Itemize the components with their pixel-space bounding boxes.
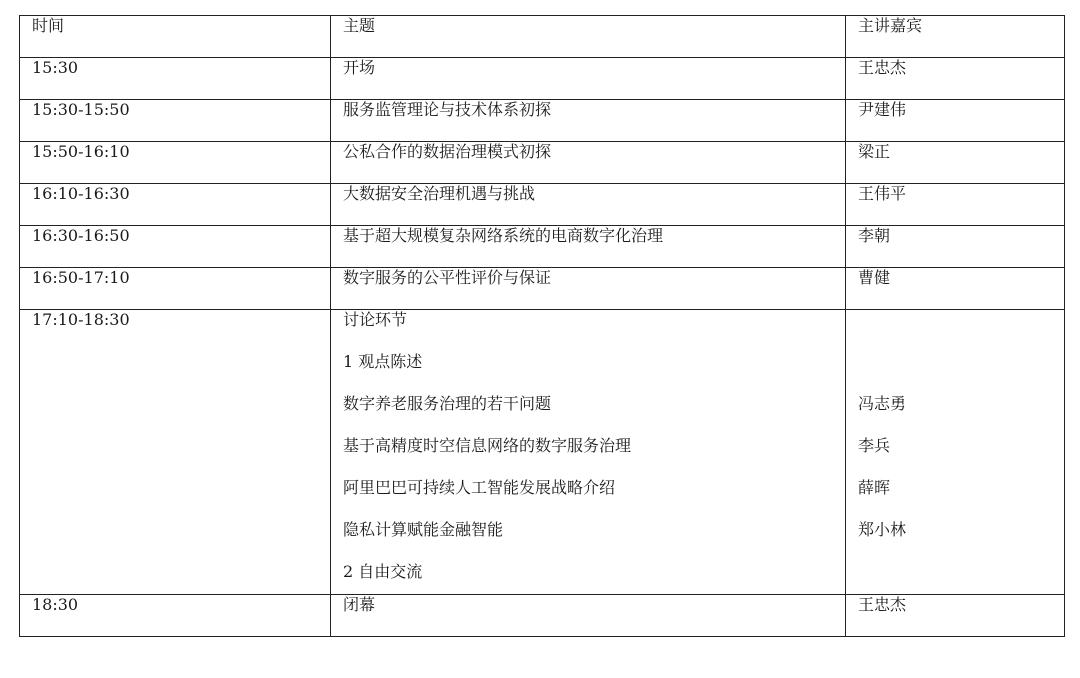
- discussion-topic-line: 1 观点陈述: [343, 352, 423, 371]
- discussion-topic-line: 数字养老服务治理的若干问题: [343, 394, 552, 413]
- table-row: [20, 268, 1065, 310]
- speaker-cell: 梁正: [846, 142, 1065, 184]
- topic-cell: 闭幕: [331, 595, 846, 637]
- header-time: 时间: [20, 16, 331, 58]
- discussion-speaker-line: 冯志勇: [858, 394, 907, 413]
- header-speaker: 主讲嘉宾: [846, 16, 1065, 58]
- time-cell: 15:50-16:10: [20, 142, 331, 184]
- time-cell: 16:10-16:30: [20, 184, 331, 226]
- discussion-row: [20, 310, 1065, 595]
- discussion-speaker-line: [858, 310, 1064, 352]
- topic-cell: 基于超大规模复杂网络系统的电商数字化治理: [331, 226, 846, 268]
- speaker-cell: 尹建伟: [846, 100, 1065, 142]
- discussion-time: 17:10-18:30: [32, 310, 130, 329]
- discussion-topic-line: 2 自由交流: [343, 562, 423, 581]
- schedule-table: [19, 15, 1065, 637]
- topic-cell: 公私合作的数据治理模式初探: [331, 142, 846, 184]
- table-row: [20, 184, 1065, 226]
- topic-cell: 服务监管理论与技术体系初探: [331, 100, 846, 142]
- speaker-cell: 李朝: [846, 226, 1065, 268]
- topic-cell: 数字服务的公平性评价与保证: [331, 268, 846, 310]
- discussion-topic-line: 阿里巴巴可持续人工智能发展战略介绍: [343, 478, 616, 497]
- closing-row: [20, 595, 1065, 637]
- discussion-topic-cell: [331, 310, 846, 595]
- header-topic: 主题: [331, 16, 846, 58]
- speaker-cell: 曹健: [846, 268, 1065, 310]
- discussion-speaker-line: 薛晖: [858, 478, 891, 497]
- speaker-cell: 王忠杰: [846, 58, 1065, 100]
- discussion-speaker-line: [858, 352, 1064, 394]
- topic-cell: 开场: [331, 58, 846, 100]
- topic-cell: 大数据安全治理机遇与挑战: [331, 184, 846, 226]
- discussion-time-cell: [20, 310, 331, 595]
- speaker-cell: 王伟平: [846, 184, 1065, 226]
- time-cell: 18:30: [20, 595, 331, 637]
- discussion-topic-line: 隐私计算赋能金融智能: [343, 520, 504, 539]
- discussion-speaker-line: 李兵: [858, 436, 891, 455]
- discussion-speaker-line: [858, 562, 1064, 594]
- table-row: [20, 226, 1065, 268]
- speaker-cell: 王忠杰: [846, 595, 1065, 637]
- discussion-speaker-cell: [846, 310, 1065, 595]
- time-cell: 16:30-16:50: [20, 226, 331, 268]
- time-cell: 15:30: [20, 58, 331, 100]
- time-cell: 15:30-15:50: [20, 100, 331, 142]
- discussion-topic-line: 基于高精度时空信息网络的数字服务治理: [343, 436, 632, 455]
- discussion-speaker-line: 郑小林: [858, 520, 907, 539]
- table-row: [20, 100, 1065, 142]
- table-row: [20, 58, 1065, 100]
- header-row: [20, 16, 1065, 58]
- time-cell: 16:50-17:10: [20, 268, 331, 310]
- table-row: [20, 142, 1065, 184]
- discussion-topic-line: 讨论环节: [343, 310, 408, 329]
